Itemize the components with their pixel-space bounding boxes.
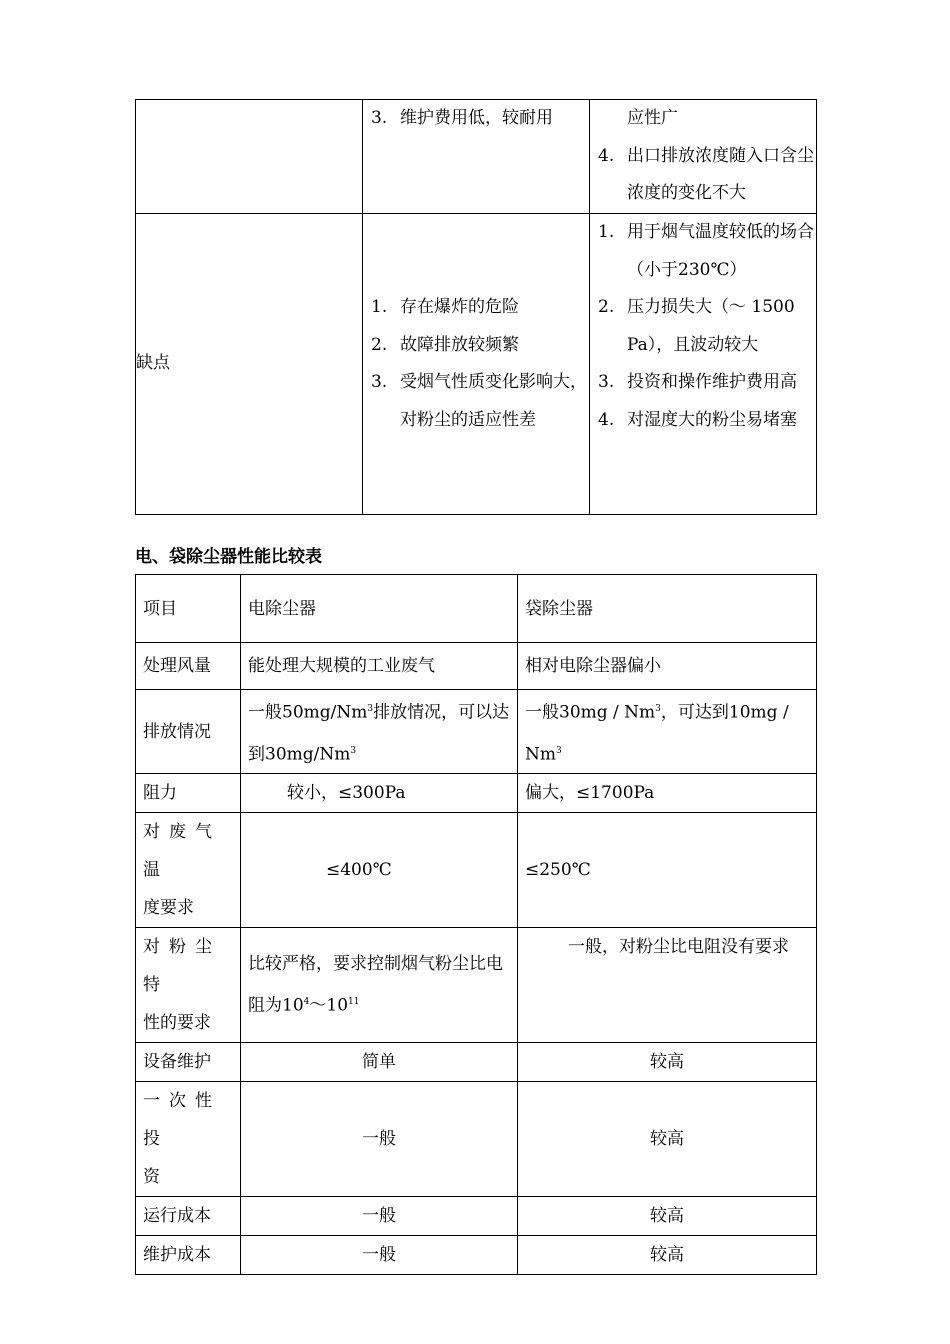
text-part: ～10 (309, 996, 349, 1017)
table-cell (363, 214, 590, 515)
table-row (136, 813, 817, 928)
table-row (136, 690, 817, 774)
list-text: 对湿度大的粉尘易堵塞 (627, 409, 797, 430)
list-text: 故障排放较频繁 (400, 334, 519, 355)
list (363, 100, 589, 138)
list (590, 100, 816, 213)
row-label: 维护成本 (136, 1236, 241, 1275)
label-line: 对粉尘特 (143, 937, 221, 996)
list-number: 3. (371, 372, 388, 392)
list-number: 3. (371, 108, 388, 128)
list-text: 出口排放浓度随入口含尘浓度的变化不大 (627, 145, 814, 203)
esp-value: 较小，≤300Pa (241, 774, 518, 813)
label-line: 性的要求 (143, 1013, 211, 1034)
list-item (590, 100, 816, 138)
list-number: 2. (598, 297, 615, 317)
bag-value (518, 690, 817, 774)
bag-value: 较高 (518, 1043, 817, 1082)
esp-value: ≤400℃ (241, 813, 518, 928)
row-label (136, 928, 241, 1043)
list-item (363, 327, 589, 365)
row-label (136, 1082, 241, 1197)
row-label: 设备维护 (136, 1043, 241, 1082)
list-text: 用于烟气温度较低的场合（小于230℃） (627, 222, 814, 280)
superscript: 3 (655, 704, 661, 714)
bag-value: 较高 (518, 1236, 817, 1275)
header-item: 项目 (136, 575, 241, 643)
table-row (136, 214, 817, 515)
bag-value: 偏大，≤1700Pa (518, 774, 817, 813)
superscript: 3 (367, 704, 374, 714)
list-text: 受烟气性质变化影响大，对粉尘的适应性差 (400, 372, 587, 430)
list-item (590, 289, 816, 364)
header-esp: 电除尘器 (241, 575, 518, 643)
superscript: 3 (350, 745, 357, 756)
row-label: 运行成本 (136, 1197, 241, 1236)
label-line: 度要求 (143, 898, 194, 919)
bag-value: 相对电除尘器偏小 (518, 643, 817, 690)
list-item (590, 402, 816, 440)
section-heading: 电、袋除尘器性能比较表 (135, 547, 322, 567)
table-row (136, 1236, 817, 1275)
superscript: 3 (556, 745, 562, 756)
table-header-row (136, 575, 817, 643)
list-number: 3. (598, 372, 615, 392)
list (363, 289, 589, 439)
list-item (590, 138, 816, 213)
label-line: 对废气温 (143, 822, 221, 881)
list-text: 应性广 (627, 108, 678, 128)
list-number: 2. (371, 334, 388, 355)
table-cell-empty (136, 100, 363, 214)
list-text: 压力损失大（～ 1500 Pa），且波动较大 (627, 297, 795, 355)
bag-value: 一般，对粉尘比电阻没有要求 (518, 928, 817, 1043)
bag-value: 较高 (518, 1082, 817, 1197)
row-label: 处理风量 (136, 643, 241, 690)
table-row (136, 774, 817, 813)
header-bag: 袋除尘器 (518, 575, 817, 643)
list-number: 4. (598, 145, 615, 166)
table-row (136, 1043, 817, 1082)
table-row (136, 928, 817, 1043)
esp-value: 简单 (241, 1043, 518, 1082)
esp-value (241, 690, 518, 774)
table-row (136, 643, 817, 690)
list-text: 投资和操作维护费用高 (627, 372, 797, 392)
row-label: 缺点 (136, 214, 363, 515)
table-row (136, 1197, 817, 1236)
esp-value: 能处理大规模的工业废气 (241, 643, 518, 690)
table-row (136, 100, 817, 214)
label-line: 资 (143, 1167, 160, 1188)
esp-value: 一般 (241, 1236, 518, 1275)
list-number: 1. (371, 297, 388, 317)
bag-value: ≤250℃ (518, 813, 817, 928)
label-line: 一次性投 (143, 1091, 221, 1150)
advantages-disadvantages-table (135, 99, 817, 515)
superscript: 4 (303, 997, 310, 1008)
text-part: 排放情况，可以达到30mg/Nm (248, 702, 510, 765)
table-cell (363, 100, 590, 214)
list-item (363, 364, 589, 439)
esp-value: 一般 (241, 1197, 518, 1236)
text-part: 比较严格，要求控制烟气粉尘比电阻为10 (248, 954, 503, 1017)
table-cell (590, 100, 817, 214)
list-item (590, 364, 816, 402)
text-part: 一般30mg / Nm (525, 702, 656, 723)
table-cell (590, 214, 817, 515)
row-label (136, 813, 241, 928)
list-text: 维护费用低，较耐用 (400, 108, 553, 128)
list (590, 214, 816, 439)
list-number: 4. (598, 409, 615, 430)
table-row (136, 1082, 817, 1197)
bag-value: 较高 (518, 1197, 817, 1236)
comparison-table (135, 574, 817, 1275)
text-part: 一般50mg/Nm (248, 702, 368, 723)
esp-value (241, 928, 518, 1043)
row-label: 阻力 (136, 774, 241, 813)
list-item (363, 289, 589, 327)
text-part: ，可达到10mg / Nm (525, 702, 789, 765)
esp-value: 一般 (241, 1082, 518, 1197)
list-text: 存在爆炸的危险 (400, 297, 519, 317)
row-label: 排放情况 (136, 690, 241, 774)
list-number: 1. (598, 222, 615, 242)
list-item (363, 100, 589, 138)
list-item (590, 214, 816, 289)
superscript: 11 (348, 997, 360, 1008)
